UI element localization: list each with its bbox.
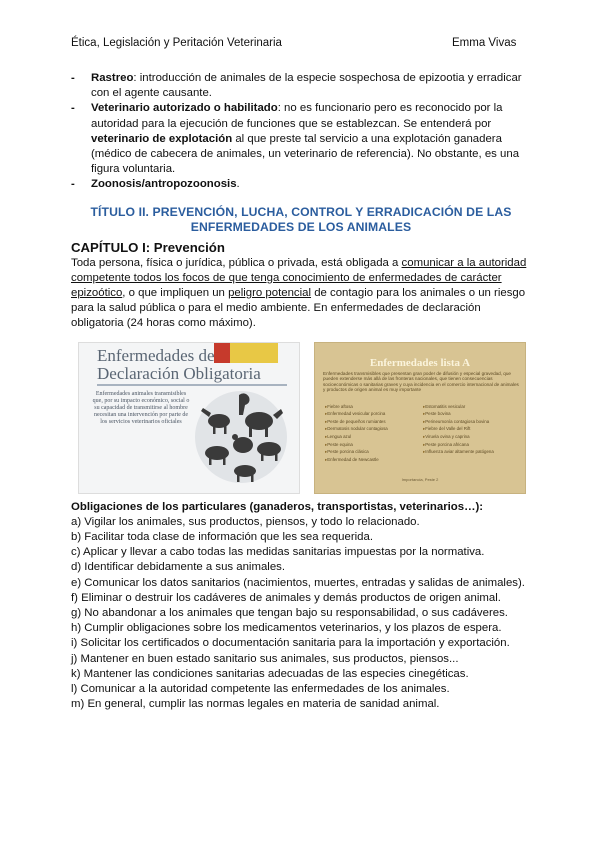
section-title: TÍTULO II. PREVENCIÓN, LUCHA, CONTROL Y ERRADICACIÓN DE LAS ENFERMEDADES DE LOS ANIMALES (90, 204, 512, 234)
obligation-item: g) No abandonar a los animales que tengan bajo su responsabilidad, o sus cadáveres. (71, 607, 508, 620)
definition-text: : introducción de animales de la especie sospechosa de epizootia y erradicar con el agente causante. (91, 72, 522, 100)
disease-item: ▸ Viruela ovina y caprina (423, 433, 517, 441)
slide-image-edo (78, 342, 300, 494)
obligation-item: h) Cumplir obligaciones sobre los medicamentos veterinarios, y los plazos de espera. (71, 622, 502, 635)
definition-text: . (236, 178, 240, 191)
disease-item: ▸ Enfermedad vesicular porcina (325, 410, 419, 418)
list-item: - Rastreo: introducción de animales de la especie sospechosa de epizootia y erradicar con el agente causante. (71, 72, 522, 100)
obligation-item: i) Solicitar los certificados o documentación sanitaria para la importación y exportación. (71, 637, 510, 650)
list-item: - Veterinario autorizado o habilitado: no es funcionario pero es reconocido por la autoridad para la ejecución de funciones que se establezcan. Se entenderá por veterinario de explotación al que preste tal servicio a una explotación ganadera (médico de cabecera de animales, un veterinario de referencia). No obstante, es una figura voluntaria. (71, 102, 520, 176)
disease-item: ▸ Lengua azul (325, 433, 419, 441)
slide-footer: Importancia, Peste 2 (401, 477, 439, 483)
disease-list-left (325, 403, 419, 464)
disease-item: ▸ Perineumonía contagiosa bovina (423, 418, 517, 426)
slide-intro: Enfermedades transmisibles que presentan gran poder de difusión y especial gravedad, que pueden extenderse más allá de las fronteras nacionales, que tienen consecuencias socioeconómicas o sanitarias graves y cuya incidencia en el comercio internacional de animales y productos de origen animal es muy importante (323, 370, 519, 393)
disease-item: ▸ Fiebre aftosa (325, 403, 419, 411)
definition-text: : no es funcionario pero es reconocido por la autoridad para la ejecución de funciones que se establezcan. Se entenderá por (91, 102, 503, 130)
disease-item: ▸ Peste porcina clásica (325, 448, 419, 456)
obligation-item: f) Eliminar o destruir los cadáveres de animales y demás productos de origen animal. (71, 591, 501, 604)
document-body (71, 71, 531, 712)
definition-term: Veterinario autorizado o habilitado (91, 102, 278, 115)
disease-item: ▸ Fiebre del Valle del Rift (423, 425, 517, 433)
definition-text: al que preste tal servicio a una explotación ganadera (médico de cabecera de animales, un veterinario de referencia). No obstante, es una figura voluntaria. (91, 132, 520, 176)
disease-item: ▸ Influenza aviar altamente patógena (423, 448, 517, 456)
obligations-list (71, 515, 531, 713)
definitions-list (71, 71, 531, 193)
disease-list-right (423, 403, 517, 456)
intro-paragraph: Toda persona, física o jurídica, pública o privada, está obligada a comunicar a la autoridad competente todos los focos de que tenga conocimiento de enfermedades de carácter epizoótico, o que impliquen un peligro potencial de contagio para los animales o un riesgo para la salud pública o para el medio ambiente. En enfermedades de declaración obligatoria (24 horas como máximo). (71, 256, 527, 330)
obligation-item: j) Mantener en buen estado sanitario sus animales, sus productos, piensos... (71, 652, 459, 665)
slide-image-lista-a (314, 342, 526, 494)
disease-item: ▸ Estomatitis vesicular (423, 403, 517, 411)
animals-icon (189, 387, 293, 487)
definition-term: Zoonosis/antropozoonosis (91, 178, 237, 191)
obligations-title: Obligaciones de los particulares (ganaderos, transportistas, veterinarios…): (71, 500, 484, 513)
disease-item: ▸ Peste bovina (423, 410, 517, 418)
disease-item: ▸ Enfermedad de Newcastle (325, 456, 419, 464)
definition-term: veterinario de explotación (91, 132, 233, 145)
author-name: Emma Vivas (452, 37, 517, 49)
obligation-item: l) Comunicar a la autoridad competente las enfermedades de los animales. (71, 683, 450, 696)
slide-description: Enfermedades animales transmisibles que, por su impacto económico, social o su capacidad de transmitirse al hombre necesitan una intervención por parte de los servicios veterinarios oficiales (92, 390, 190, 425)
obligation-item: d) Identificar debidamente a sus animales. (71, 561, 286, 574)
obligation-item: b) Facilitar toda clase de información que les sea requerida. (71, 531, 374, 544)
list-item: - Zoonosis/antropozoonosis. (71, 178, 240, 191)
course-title: Ética, Legislación y Peritación Veterinaria (71, 37, 282, 49)
obligation-item: m) En general, cumplir las normas legales en materia de sanidad animal. (71, 698, 440, 711)
slide-title: Enfermedades lista A (369, 356, 471, 369)
chapter-heading: CAPÍTULO I: Prevención (71, 239, 225, 255)
obligation-item: a) Vigilar los animales, sus productos, piensos, y todo lo relacionado. (71, 515, 420, 528)
slide-title: Enfermedades de Declaración Obligatoria (97, 345, 261, 383)
definition-term: Rastreo (91, 72, 134, 84)
obligation-item: e) Comunicar los datos sanitarios (nacimientos, muertes, entradas y salidas de animales). (71, 576, 525, 589)
images-row (71, 338, 531, 498)
obligation-item: k) Mantener las condiciones sanitarias adecuadas de las especies cinegéticas. (71, 667, 469, 680)
obligation-item: c) Aplicar y llevar a cabo todas las medidas sanitarias impuestas por la normativa. (71, 546, 485, 559)
disease-item: ▸ Dermatosis nodular contagiosa (325, 425, 419, 433)
disease-item: ▸ Peste equina (325, 441, 419, 449)
disease-item: ▸ Peste de pequeños rumiantes (325, 418, 419, 426)
disease-item: ▸ Peste porcina africana (423, 441, 517, 449)
